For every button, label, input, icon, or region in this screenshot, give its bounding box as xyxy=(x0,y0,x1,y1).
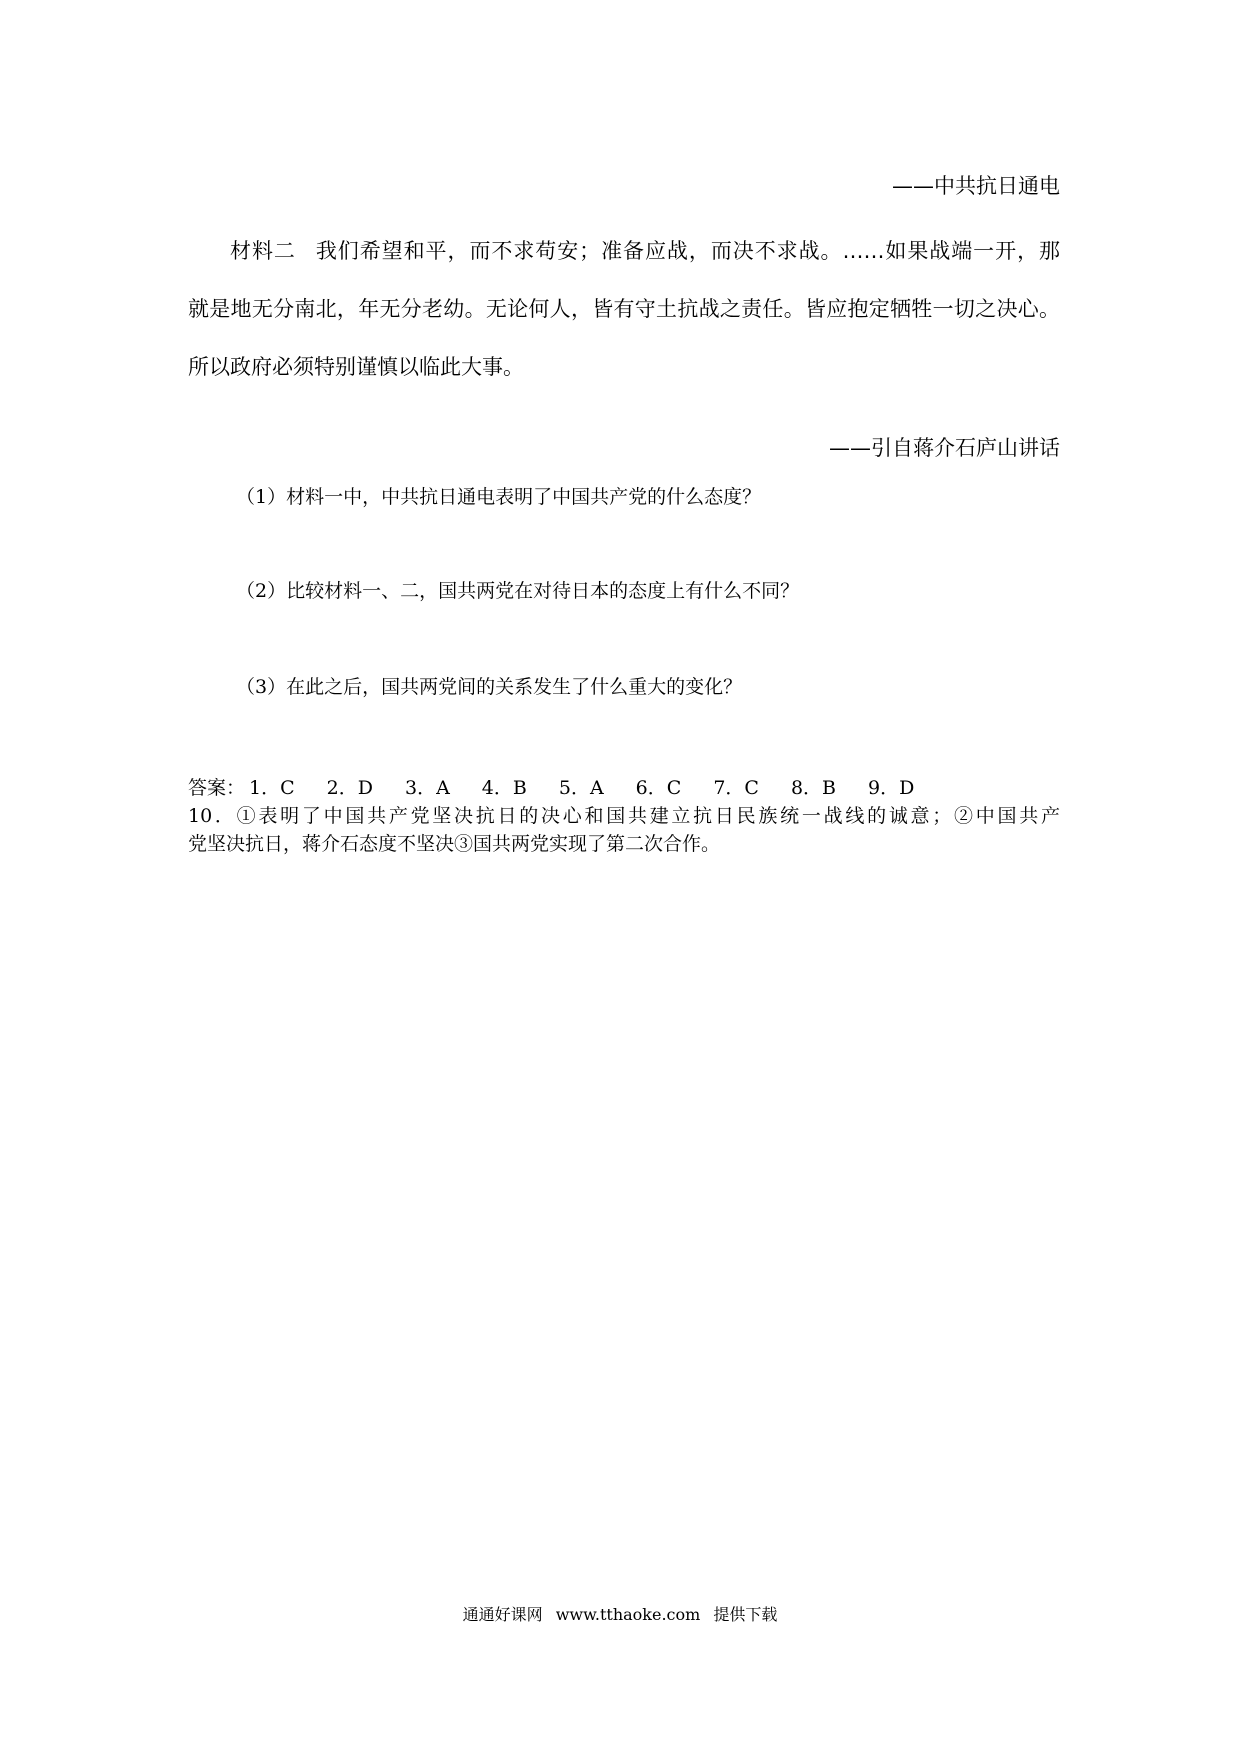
question-1: （1）材料一中，中共抗日通电表明了中国共产党的什么态度？ xyxy=(236,486,762,508)
answer-item: 1．C xyxy=(249,777,295,799)
material2-text-1: 我们希望和平，而不求苟安；准备应战，而决不求战。……如果战端一开，那 xyxy=(315,239,1061,263)
material2-line-1 xyxy=(188,222,1060,280)
answer-section xyxy=(188,774,1060,858)
material2-line-3: 所以政府必须特别谨慎以临此大事。 xyxy=(188,355,524,379)
footer-suffix: 提供下载 xyxy=(713,1605,778,1624)
page-footer xyxy=(0,1602,1240,1625)
material2-line-2: 就是地无分南北，年无分老幼。无论何人，皆有守土抗战之责任。皆应抱定牺牲一切之决心。 xyxy=(188,297,1060,321)
answer-explanation-line-2: 党坚决抗日，蒋介石态度不坚决③国共两党实现了第二次合作。 xyxy=(188,833,721,855)
answer-item: 7．C xyxy=(713,777,759,799)
material2-attribution: ——引自蒋介石庐山讲话 xyxy=(829,436,1060,460)
material2-paragraph xyxy=(188,222,1060,396)
footer-url[interactable]: www.tthaoke.com xyxy=(555,1605,701,1624)
answer-item: 8．B xyxy=(790,777,837,799)
answer-item: 4．B xyxy=(481,777,527,799)
answer-explanation-line-1: 10．①表明了中国共产党坚决抗日的决心和国共建立抗日民族统一战线的诚意；②中国共产 xyxy=(188,805,1060,827)
answer-item: 2．D xyxy=(326,777,373,799)
answer-item: 6．C xyxy=(635,777,682,799)
question-2: （2）比较材料一、二，国共两党在对待日本的态度上有什么不同？ xyxy=(236,580,800,602)
answer-prefix: 答案： xyxy=(188,777,246,799)
answer-item: 5．A xyxy=(558,777,604,799)
material1-attribution: ——中共抗日通电 xyxy=(892,174,1060,198)
answer-item: 9．D xyxy=(868,777,915,799)
footer-site-name: 通通好课网 xyxy=(462,1605,543,1624)
material2-label: 材料二 xyxy=(230,239,296,263)
answer-key-row xyxy=(188,774,1060,802)
answer-item: 3．A xyxy=(404,777,450,799)
question-3: （3）在此之后，国共两党间的关系发生了什么重大的变化？ xyxy=(236,676,743,698)
